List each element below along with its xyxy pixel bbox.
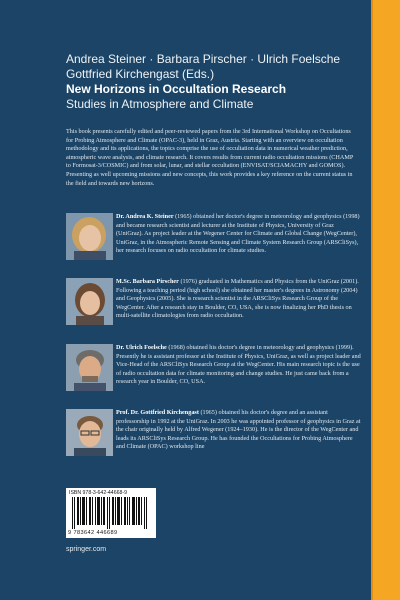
bio-name: Dr. Ulrich Foelsche [116, 344, 167, 351]
bio-steiner [116, 213, 362, 256]
author-photo-foelsche [66, 344, 113, 391]
bio-text: (1968) obtained his doctor's degree in meteorology and geophysics (1999). Presently he is assistant professor at the Institute of Physics, UniGraz, as well as project leader and Vice-Head of the ARSCliSys Research Group at the WegCenter. His main research topic is the use of radio occultation data for climate monitoring and change studies. He just came back from a research year in Boulder, CO, USA. [116, 344, 361, 386]
publisher-website[interactable]: springer.com [66, 546, 107, 553]
book-subtitle: Studies in Atmosphere and Climate [66, 97, 254, 111]
bio-name: M.Sc. Barbara Pirscher [116, 278, 179, 285]
isbn-barcode [66, 488, 156, 538]
bio-pirscher [116, 278, 362, 321]
bio-name: Dr. Andrea K. Steiner [116, 213, 174, 220]
editors-line-1: Andrea Steiner · Barbara Pirscher · Ulrich Foelsche [66, 52, 341, 66]
book-spine [371, 0, 400, 600]
barcode-number: 9 783642 446689 [68, 530, 118, 536]
author-photo-pirscher [66, 278, 113, 325]
bio-text: (1976) graduated in Mathematics and Physics from the UniGraz (2001). Following a teaching period (high school) she obtained her master's degrees in Astronomy (2004) and Geophysics (2005). She is research scientist in the ARSCliSys Research Group of the WegCenter. After a research stay in Boulder, CO, USA, she is now finalizing her PhD thesis on multi-satellite climatologies from radio occultation. [116, 278, 359, 320]
author-photo-kirchengast [66, 409, 113, 456]
author-photo-steiner [66, 213, 113, 260]
editors-line-2: Gottfried Kirchengast (Eds.) [66, 67, 215, 81]
spine-edge [371, 0, 373, 600]
bio-name: Prof. Dr. Gottfried Kirchengast [116, 409, 199, 416]
bio-text: (1965) obtained her doctor's degree in meteorology and geophysics (1998) and became research scientist and lecturer at the Institute of Physics, University of Graz (UniGraz). As project leader at the Wegener Center for Climate and Global Change (WegCenter), UniGraz, in the Atmospheric Remote Sensing and Climate System Research Group (ARSCliSys), her research focuses on radio occultation for climate studies. [116, 213, 360, 255]
isbn-label: ISBN 978-3-642-44668-9 [69, 490, 127, 496]
editors [66, 52, 366, 82]
book-title: New Horizons in Occultation Research [66, 82, 287, 96]
bio-text: (1965) obtained his doctor's degree and an assistant professorship in 1992 at the UniGraz. In 2003 he was appointed professor of geophysics in Graz at the chair originally held by Alfred Wegener (1924–1930). He is the director of the WegCenter and leads its ARSCliSys Research Group. He has founded the Occultations for Probing Atmosphere and Climate (OPAC) workshop line [116, 409, 361, 451]
book-description: This book presents carefully edited and peer-reviewed papers from the 3rd International Workshop on Occultations for Probing Atmosphere and Climate (OPAC-3), held in Graz, Austria. Starting with an overview on occultation methodology and its applications, the topics comprise the use of occultation data in numerical weather prediction, atmospheric wave analysis, and climate research. It covers results from current radio occultation missions (CHAMP to Formosat-3/COSMIC) and from solar, lunar, and stellar occultation (ENVISAT/SCIAMACHY and GOMOS). Presenting as well upcoming missions and new concepts, this work provides a key reference on the current status in the field and towards new horizons. [66, 128, 354, 187]
barcode-icon [72, 497, 150, 529]
bio-foelsche [116, 344, 362, 387]
bio-kirchengast [116, 409, 362, 452]
